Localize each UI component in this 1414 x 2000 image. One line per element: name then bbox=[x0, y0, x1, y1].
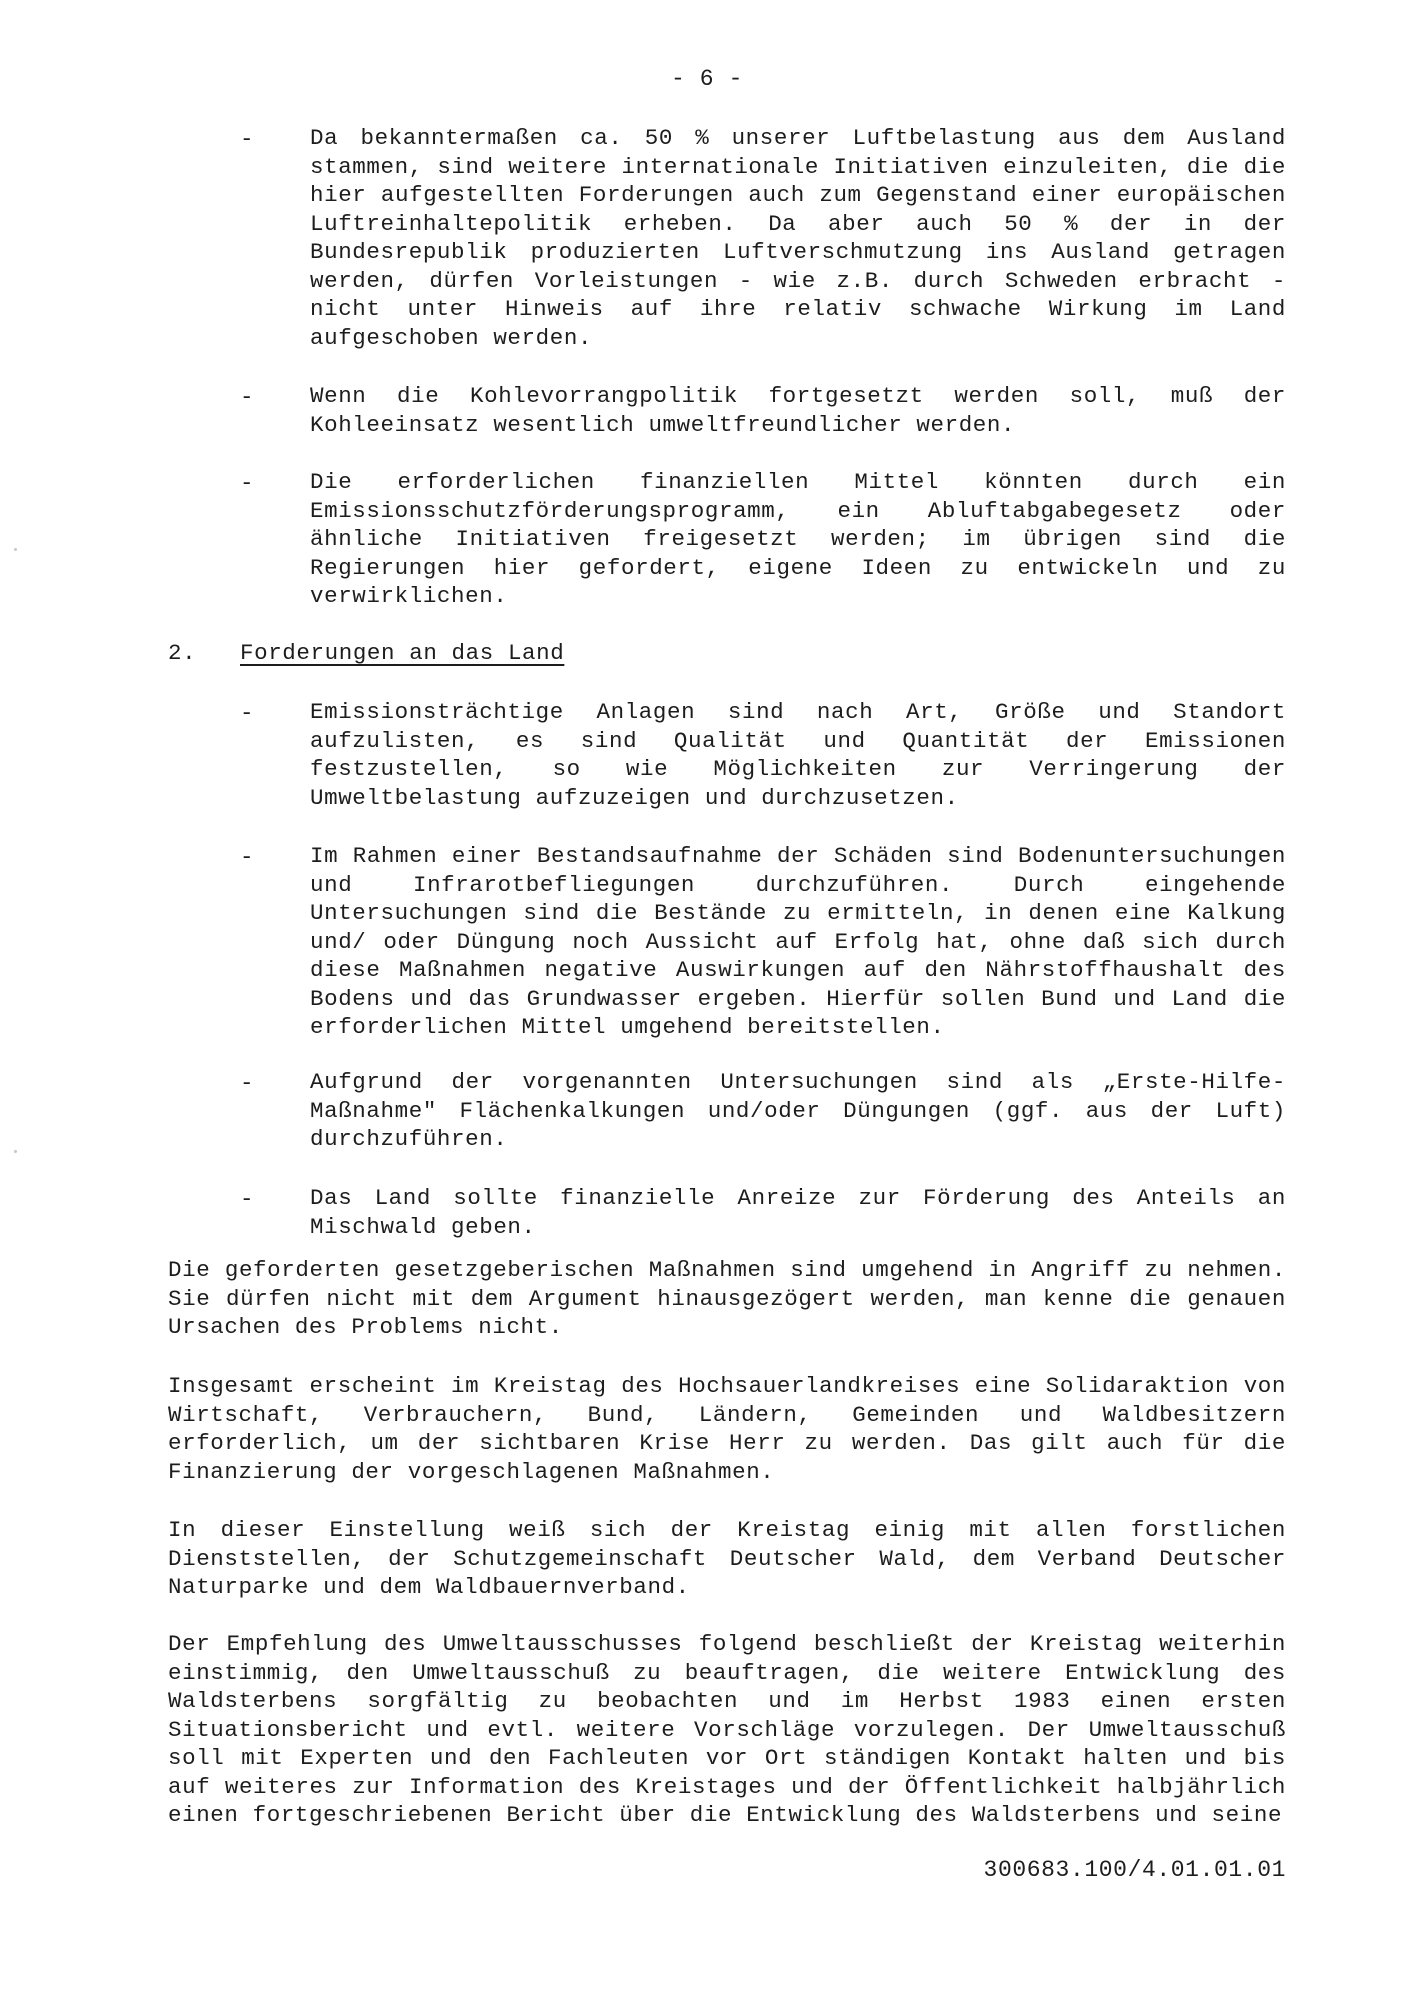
bullet-marker: - bbox=[240, 1186, 255, 1212]
paragraph-einstellung: In dieser Einstellung weiß sich der Kreistag einig mit allen forstlichen Dienststellen, der Schutzgemeinschaft Deutscher Wald, dem Verband Deutscher Naturparke und dem Waldbauernverband. bbox=[168, 1517, 1286, 1600]
bullet-text-bestandsaufnahme: Im Rahmen einer Bestandsaufnahme der Schäden sind Bodenuntersuchungen und Infrarotbefliegungen durchzuführen. Durch eingehende Untersuchungen sind die Bestände zu ermitteln, in denen eine Kalkung und/ oder Düngung noch Aussicht auf Erfolg hat, ohne daß sich durch diese Maßnahmen negative Auswirkungen auf den Nährstoffhaushalt des Bodens und das Grundwasser ergeben. Hierfür sollen Bund und Land die erforderlichen Mittel umgehend bereitstellen. bbox=[310, 843, 1286, 1040]
bullet-marker: - bbox=[240, 700, 255, 726]
scan-speck bbox=[14, 1150, 17, 1153]
bullet-text-erste-hilfe-massnahme: Aufgrund der vorgenannten Untersuchungen sind als „Erste-Hilfe-Maßnahme" Flächenkalkungen und/oder Düngungen (ggf. aus der Luft) durchzuführen. bbox=[310, 1069, 1286, 1152]
section-number: 2. bbox=[168, 640, 197, 666]
bullet-marker: - bbox=[240, 384, 255, 410]
bullet-text-emissionstraechtige-anlagen: Emissionsträchtige Anlagen sind nach Art, Größe und Standort aufzulisten, es sind Qualität und Quantität der Emissionen festzustellen, so wie Möglichkeiten zur Verringerung der Umweltbelastung aufzuzeigen und durchzusetzen. bbox=[310, 699, 1286, 811]
paragraph-solidaraktion: Insgesamt erscheint im Kreistag des Hochsauerlandkreises eine Solidaraktion von Wirtschaft, Verbrauchern, Bund, Ländern, Gemeinden und Waldbesitzern erforderlich, um der sichtbaren Krise Herr zu werden. Das gilt auch für die Finanzierung der vorgeschlagenen Maßnahmen. bbox=[168, 1373, 1286, 1485]
bullet-marker: - bbox=[240, 470, 255, 496]
section-title: Forderungen an das Land bbox=[240, 640, 565, 666]
footer-document-code: 300683.100/4.01.01.01 bbox=[983, 1857, 1286, 1883]
bullet-text-kohlevorrangpolitik: Wenn die Kohlevorrangpolitik fortgesetzt werden soll, muß der Kohleeinsatz wesentlich umweltfreundlicher werden. bbox=[310, 383, 1286, 438]
bullet-marker: - bbox=[240, 844, 255, 870]
scan-speck bbox=[14, 548, 17, 551]
bullet-marker: - bbox=[240, 126, 255, 152]
paragraph-gesetzgeberische-massnahmen: Die geforderten gesetzgeberischen Maßnahmen sind umgehend in Angriff zu nehmen. Sie dürfen nicht mit dem Argument hinausgezögert werden, man kenne die genauen Ursachen des Problems nicht. bbox=[168, 1257, 1286, 1340]
page-number: - 6 - bbox=[670, 66, 743, 92]
bullet-marker: - bbox=[240, 1070, 255, 1096]
bullet-text-finanzielle-mittel: Die erforderlichen finanziellen Mittel könnten durch ein Emissionsschutzförderungsprogramm, ein Abluftabgabegesetz oder ähnliche Initiativen freigesetzt werden; im übrigen sind die Regierungen hier gefordert, eigene Ideen zu entwickeln und zu verwirklichen. bbox=[310, 469, 1286, 609]
bullet-text-mischwald: Das Land sollte finanzielle Anreize zur Förderung des Anteils an Mischwald geben. bbox=[310, 1185, 1286, 1240]
paragraph-umweltausschuss: Der Empfehlung des Umweltausschusses folgend beschließt der Kreistag weiterhin einstimmig, den Umweltausschuß zu beauftragen, die weitere Entwicklung des Waldsterbens sorgfältig zu beobachten und im Herbst 1983 einen ersten Situationsbericht und evtl. weitere Vorschläge vorzulegen. Der Umweltausschuß soll mit Experten und den Fachleuten vor Ort ständigen Kontakt halten und bis auf weiteres zur Information des Kreistages und der Öffentlichkeit halbjährlich einen fortgeschriebenen Bericht über die Entwicklung des Waldsterbens und seine bbox=[168, 1631, 1286, 1828]
bullet-text-international-initiatives: Da bekanntermaßen ca. 50 % unserer Luftbelastung aus dem Ausland stammen, sind weitere internationale Initiativen einzuleiten, die die hier aufgestellten Forderungen auch zum Gegenstand einer europäischen Luftreinhaltepolitik erheben. Da aber auch 50 % der in der Bundesrepublik produzierten Luftverschmutzung ins Ausland getragen werden, dürfen Vorleistungen - wie z.B. durch Schweden erbracht - nicht unter Hinweis auf ihre relativ schwache Wirkung im Land aufgeschoben werden. bbox=[310, 125, 1286, 351]
